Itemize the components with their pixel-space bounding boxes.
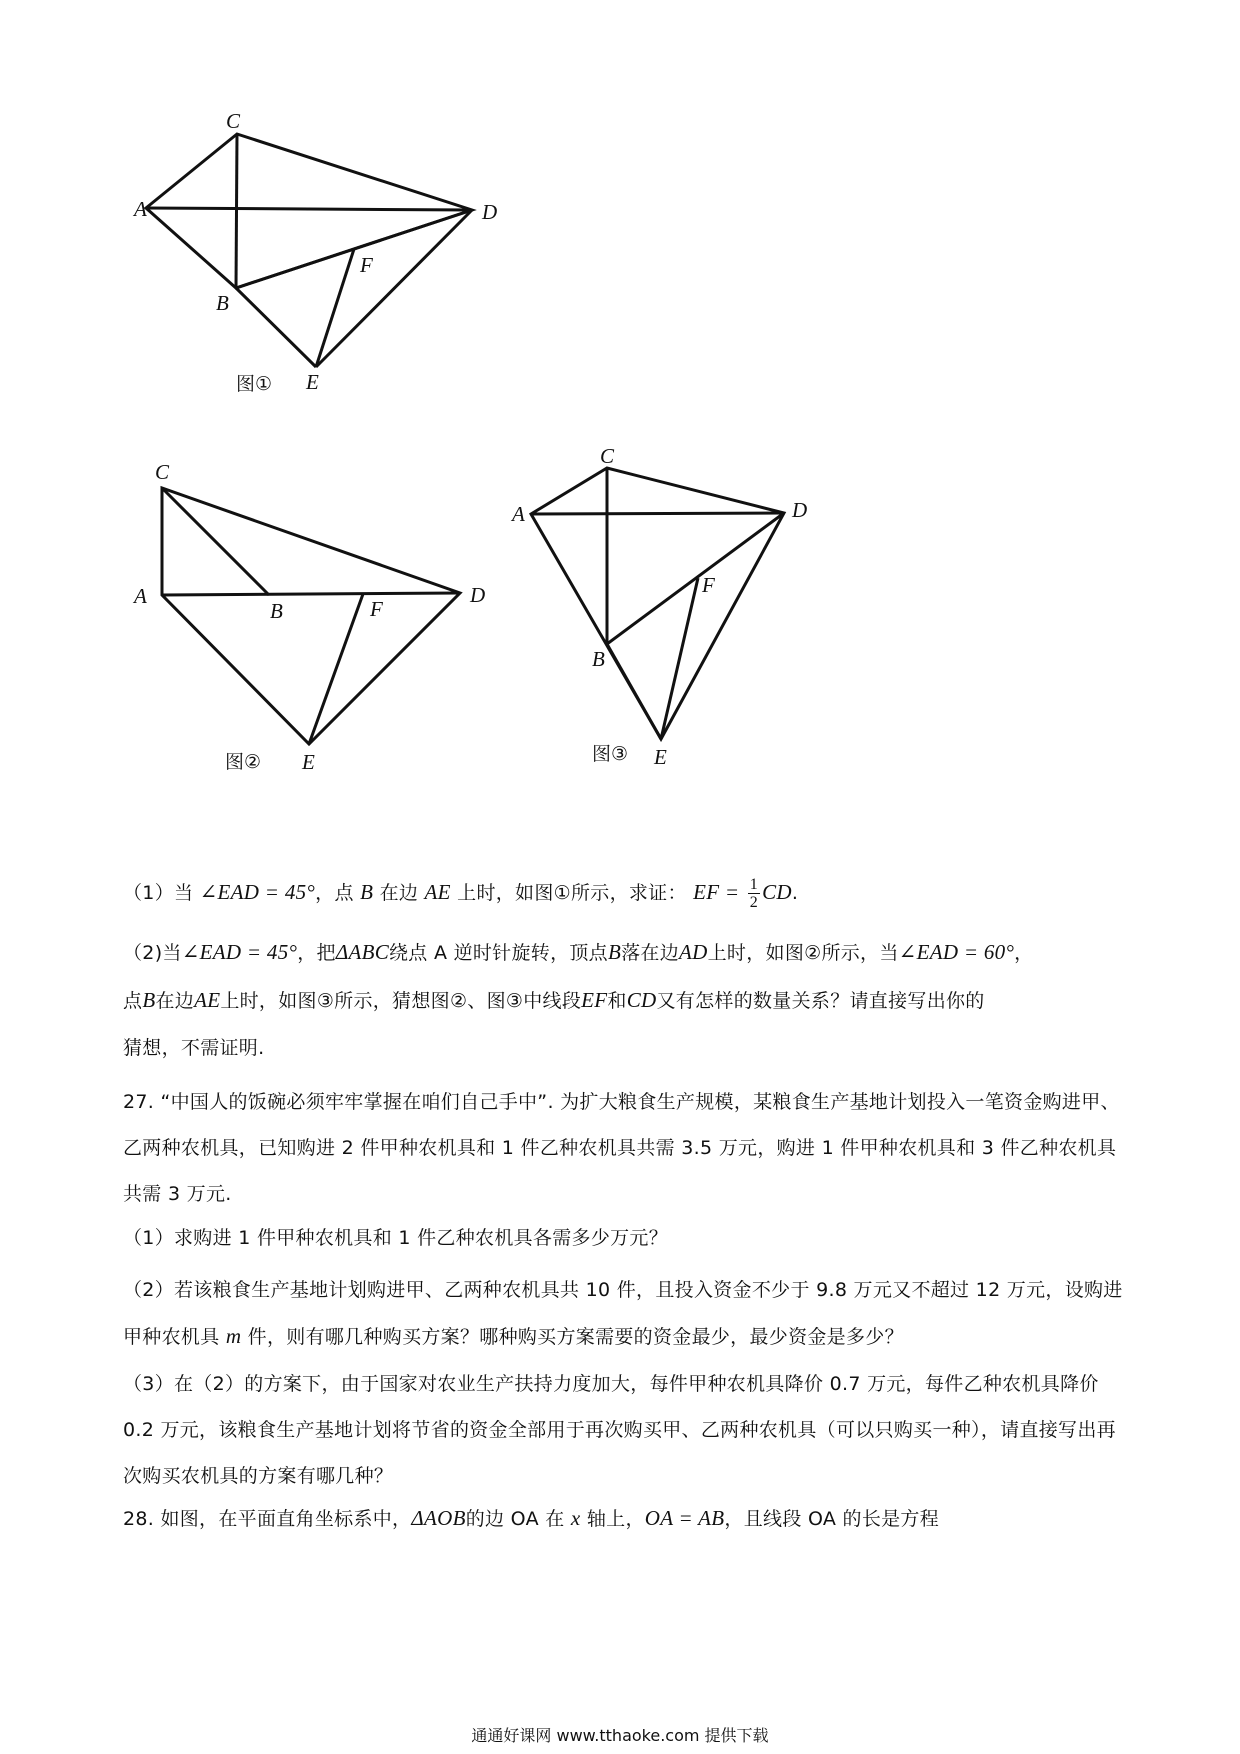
q26-p2-l1-a: （2)当 [123, 942, 182, 964]
fig1-label-e: E [306, 370, 319, 394]
fig1-label-f: F [360, 253, 373, 277]
q26-p2-l2-d: 和 [607, 990, 627, 1012]
q27-intro [123, 1079, 1131, 1217]
fig2-label-e: E [302, 750, 315, 774]
fig3-line-be [607, 644, 661, 739]
fig2-label-c: C [155, 460, 170, 484]
q28-a: 28. 如图，在平面直角坐标系中， [123, 1508, 412, 1530]
fig3-label-d: D [792, 498, 808, 522]
q26-p2-l2-b: 在边 [155, 990, 195, 1012]
fraction-numerator: 1 [749, 876, 759, 893]
q26-p2-l1-e: 上时，如图②所示，当 [707, 942, 899, 964]
q26-p2-l2-c: 上时，如图③所示，猜想图②、图③中线段 [220, 990, 582, 1012]
fig1-caption: 图① [236, 373, 273, 395]
fig1-label-d: D [482, 200, 498, 224]
q26-p2-l2-ef: EF [581, 988, 608, 1012]
fig3-label-e: E [654, 745, 667, 769]
q26-p2-triangle: ΔABC [335, 940, 389, 964]
q28-d: ，且线段 OA 的长是方程 [724, 1508, 940, 1530]
q28-b: 的边 OA 在 [465, 1508, 565, 1530]
q26-p1-b: B [360, 880, 374, 904]
q26-p2-l2-cd: CD [626, 988, 657, 1012]
fig1-label-b: B [216, 291, 229, 315]
fig2-label-b: B [270, 599, 283, 623]
q26-part2-line1 [123, 937, 1131, 968]
q26-part1 [123, 876, 1131, 911]
q28-eq: OA = AB [644, 1506, 725, 1530]
q26-p2-l1-b-point: B [607, 940, 622, 964]
fig1-label-c: C [226, 109, 241, 133]
q26-p1-ae: AE [424, 880, 451, 904]
figure-3-svg [0, 0, 900, 800]
fig3-line-fe [661, 578, 698, 739]
q26-p2-l2-b-point: B [142, 988, 156, 1012]
figure-3 [0, 0, 900, 800]
fig3-label-f: F [702, 573, 715, 597]
fig3-label-a: A [512, 502, 525, 526]
fraction-denominator: 2 [749, 894, 759, 911]
q26-part2-line2 [123, 985, 1131, 1016]
q26-p2-l1-b: ，把 [297, 942, 336, 964]
q26-p1-mid1: ，点 [315, 882, 354, 904]
q26-p2-l2-e: 又有怎样的数量关系？请直接写出你的 [656, 990, 985, 1012]
q28-triangle: ΔAOB [411, 1506, 466, 1530]
q26-p1-cd: CD [762, 880, 792, 904]
q27-p1-text: （1）求购进 1 件甲种农机具和 1 件乙种农机具各需多少万元？ [123, 1227, 669, 1249]
q26-p2-angle1: ∠EAD = 45° [181, 940, 298, 964]
q28-c: 轴上， [586, 1508, 645, 1530]
q26-p2-l1-f: ， [1014, 942, 1034, 964]
q26-p1-mid3: 上时，如图①所示，求证： [457, 882, 687, 904]
fig2-label-a: A [134, 584, 147, 608]
fig3-line-bd [607, 513, 784, 644]
fig3-quad-acde [531, 468, 784, 739]
q26-p2-l3: 猜想，不需证明. [123, 1037, 265, 1059]
q27-p2-b: 件，则有哪几种购买方案？哪种购买方案需要的资金最少，最少资金是多少？ [247, 1326, 904, 1348]
q26-p1-lead: （1）当 [123, 882, 194, 904]
q26-part2-line3 [123, 1033, 1131, 1063]
q26-p1-mid2: 在边 [379, 882, 419, 904]
q27-p2-a: （2）若该粮食生产基地计划购进甲、乙两种农机具共 10 件，且投入资金不少于 9.8 万元又不超过 12 万元，设购进甲种农机具 [123, 1279, 1123, 1348]
q27-p3-text: （3）在（2）的方案下，由于国家对农业生产扶持力度加大，每件甲种农机具降价 0.7 万元，每件乙种农机具降价 0.2 万元，该粮食生产基地计划将节省的资金全部用于再次购买甲、乙两种农机具（可以只购买一种），请直接写出再次购买农机具的方案有哪几种？ [123, 1373, 1116, 1487]
fig3-caption: 图③ [592, 743, 629, 765]
one-half-fraction [748, 876, 760, 911]
q27-p2-m: m [225, 1324, 242, 1348]
q26-p1-end: . [791, 882, 799, 904]
fig2-label-f: F [370, 597, 383, 621]
fig2-label-d: D [470, 583, 486, 607]
fig3-label-c: C [600, 444, 615, 468]
fig3-line-ad [531, 513, 784, 514]
q26-p1-ef: EF = [693, 880, 740, 904]
q26-p2-angle2: ∠EAD = 60° [898, 940, 1015, 964]
q26-p2-l1-c: 绕点 A 逆时针旋转，顶点 [389, 942, 608, 964]
q26-p2-l2-a: 点 [123, 990, 143, 1012]
q26-p2-l2-ae: AE [194, 988, 221, 1012]
q28-x: x [570, 1506, 581, 1530]
q28-intro [123, 1503, 1131, 1534]
q27-part2 [123, 1267, 1131, 1360]
q26-p2-l1-d: 落在边 [621, 942, 680, 964]
q26-p1-angle: ∠EAD = 45° [199, 880, 316, 904]
fig1-label-a: A [134, 197, 147, 221]
fig3-label-b: B [592, 647, 605, 671]
q26-p2-ad: AD [679, 940, 708, 964]
q27-part1 [123, 1223, 1131, 1253]
footer-credit: 通通好课网 www.tthaoke.com 提供下载 [471, 1726, 769, 1745]
fig2-caption: 图② [225, 751, 262, 773]
q27-part3 [123, 1361, 1131, 1499]
q27-intro-text: 27. “中国人的饭碗必须牢牢掌握在咱们自己手中”. 为扩大粮食生产规模，某粮食生产基地计划投入一笔资金购进甲、乙两种农机具，已知购进 2 件甲种农机具和 1 件乙种农机具共需 3.5 万元，购进 1 件甲种农机具和 3 件乙种农机具共需 3 万元. [123, 1091, 1120, 1205]
